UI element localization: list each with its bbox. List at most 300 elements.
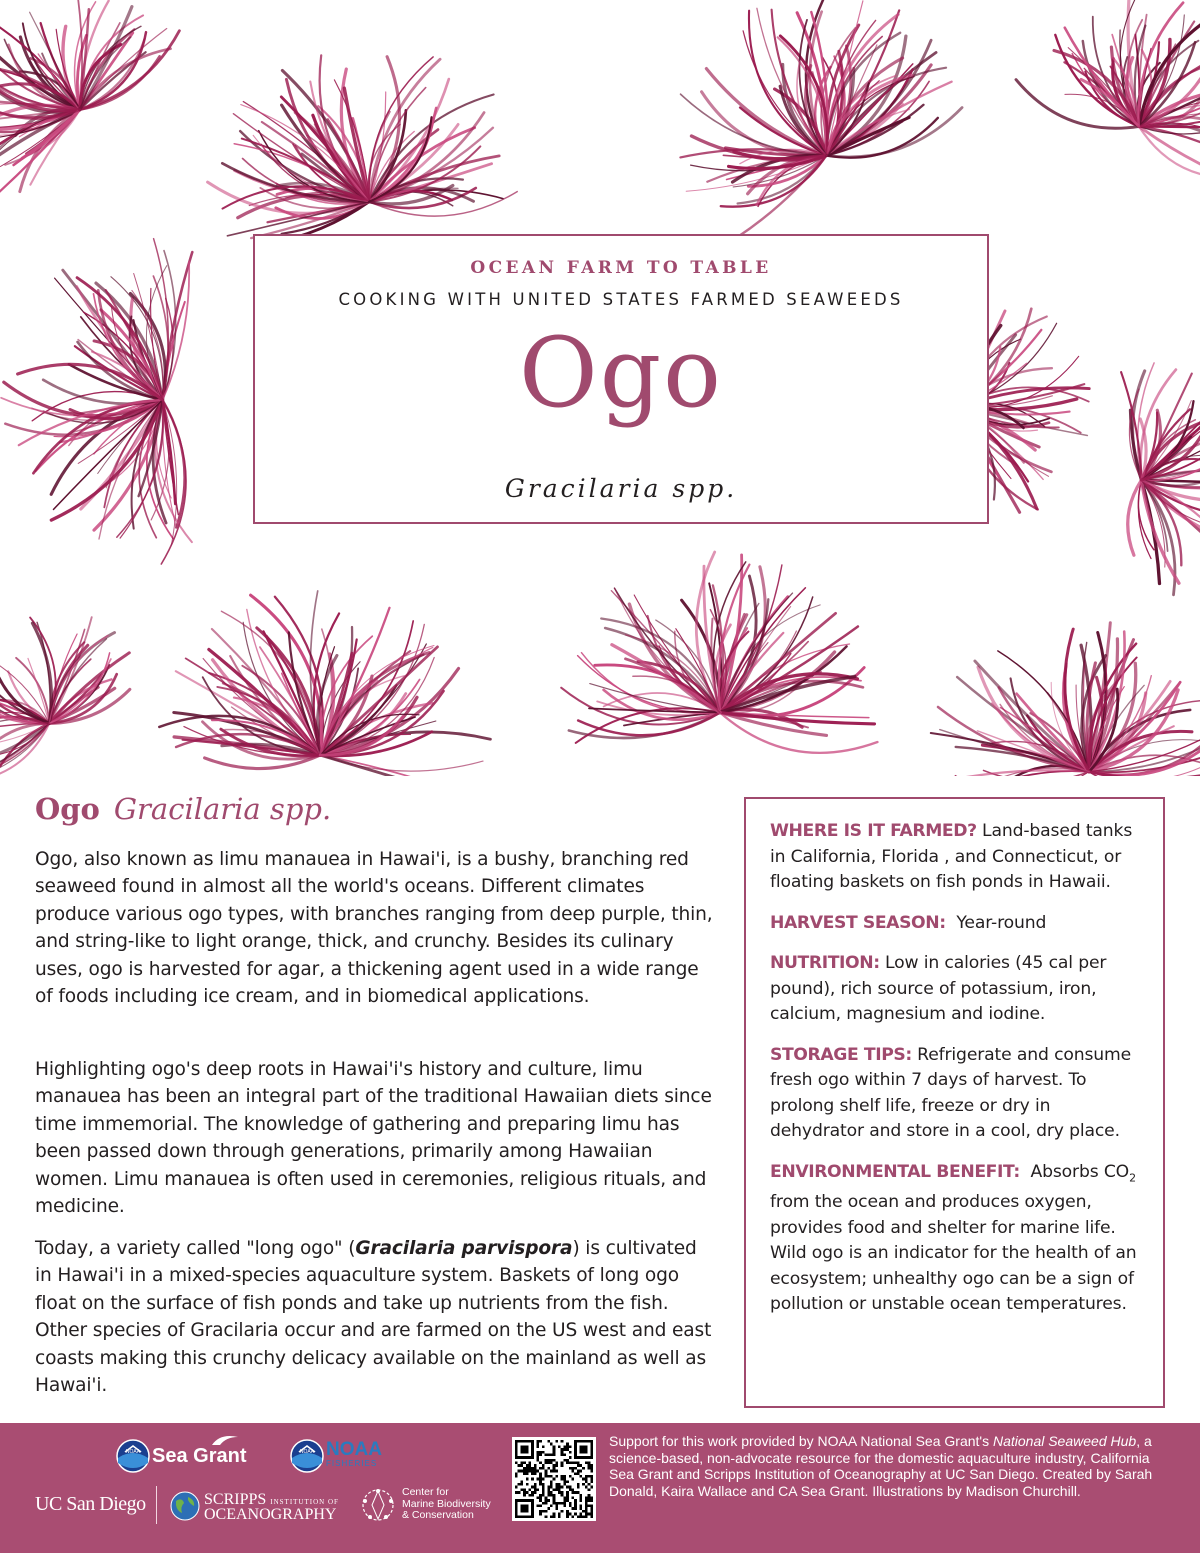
credits-part-2: , a science-based, non-advocate resource for the domestic aquaculture industry, California Sea Grant and Scripps Institution of Oceanography at UC San Diego. Created by Sarah Donald, Kaira Wallace and CA Sea Grant. Illustrations by Madison Churchill. [609,1433,1153,1499]
qr-module [539,1496,542,1499]
qr-module [550,1443,553,1446]
species-name: Gracilaria parvispora [355,1238,573,1259]
qr-module [569,1505,572,1508]
qr-module [563,1475,566,1478]
qr-module [574,1467,577,1470]
noaa-badge-text: NOAA [299,1449,315,1455]
fisheries-label: FISHERIES [326,1459,378,1468]
qr-module [563,1502,566,1505]
qr-module [545,1453,548,1456]
qr-module [523,1470,526,1473]
qr-module [558,1515,561,1518]
qr-module [558,1445,561,1448]
qr-module [566,1459,569,1462]
qr-module [585,1507,588,1510]
qr-module [555,1486,558,1489]
qr-module [569,1451,572,1454]
qr-module [542,1502,545,1505]
qr-module [550,1494,553,1497]
qr-module [531,1467,534,1470]
qr-module [528,1467,531,1470]
qr-module [590,1513,593,1516]
qr-finder [520,1505,528,1513]
sea-grant-label: Sea Grant [152,1445,247,1467]
qr-module [561,1451,564,1454]
qr-module [566,1491,569,1494]
qr-module [537,1443,540,1446]
series-kicker: OCEAN FARM TO TABLE [470,258,772,278]
qr-module [566,1443,569,1446]
qr-module [580,1475,583,1478]
qr-module [585,1499,588,1502]
noaa-fisheries-logo[interactable] [290,1437,390,1477]
cmbc-line-2: Marine Biodiversity [402,1497,491,1510]
qr-module [528,1494,531,1497]
fact-text: from the ocean and produces oxygen, provides food and shelter for marine life. Wild ogo is an indicator for the health of an ecosystem; unhealthy ogo can be a sign of pollution or unstable ocean temperatures. [770,1192,1137,1315]
qr-module [574,1502,577,1505]
qr-module [563,1483,566,1486]
qr-module [550,1505,553,1508]
qr-module [531,1491,534,1494]
noaa-seal-icon [116,1439,150,1473]
qr-module [539,1480,542,1483]
qr-module [582,1515,585,1518]
qr-code[interactable] [512,1437,596,1521]
qr-module [588,1464,591,1467]
qr-module [563,1459,566,1462]
qr-module [534,1486,537,1489]
qr-module [523,1491,526,1494]
qr-module [566,1496,569,1499]
qr-finder [580,1445,588,1453]
scientific-name-title: Gracilaria spp. [504,474,738,503]
qr-module [585,1502,588,1505]
qr-module [547,1499,550,1502]
qr-module [561,1440,564,1443]
qr-module [542,1478,545,1481]
qr-module [526,1464,529,1467]
qr-module [555,1475,558,1478]
qr-module [585,1486,588,1489]
qr-module [555,1502,558,1505]
qr-module [537,1505,540,1508]
qr-module [588,1475,591,1478]
qr-module [547,1453,550,1456]
qr-module [553,1488,556,1491]
qr-module [561,1494,564,1497]
qr-module [553,1502,556,1505]
qr-module [523,1472,526,1475]
qr-module [563,1445,566,1448]
qr-module [537,1445,540,1448]
qr-module [531,1472,534,1475]
fact-label: STORAGE TIPS: [770,1044,912,1065]
scripps-logo[interactable] [170,1487,350,1527]
qr-module [539,1467,542,1470]
cultivation-text-end: ) is cultivated in Hawai'i in a mixed-species aquaculture system. Baskets of long ogo float on the surface of fish ponds and take up nutrients from the fish. Other species of Gracilaria occur and are farmed on the US west and east coasts making this crunchy delicacy available on the mainland as well as Hawai'i. [35,1238,712,1397]
qr-module [547,1462,550,1465]
qr-module [523,1467,526,1470]
qr-module [561,1464,564,1467]
qr-module [528,1470,531,1473]
qr-module [580,1515,583,1518]
fact-where-farmed [770,819,1141,896]
qr-module [550,1483,553,1486]
globe-icon [170,1491,200,1521]
qr-module [515,1472,518,1475]
noaa-fisheries-seal-icon [290,1439,324,1473]
qr-module [585,1496,588,1499]
qr-module [545,1510,548,1513]
qr-module [520,1462,523,1465]
qr-module [580,1494,583,1497]
qr-module [571,1470,574,1473]
qr-module [542,1510,545,1513]
qr-module [553,1459,556,1462]
qr-module [563,1480,566,1483]
qr-module [537,1478,540,1481]
qr-module [542,1483,545,1486]
qr-module [553,1451,556,1454]
qr-module [590,1507,593,1510]
qr-module [585,1515,588,1518]
qr-module [520,1480,523,1483]
qr-module [550,1475,553,1478]
qr-module [566,1448,569,1451]
qr-module [537,1456,540,1459]
qr-module [571,1462,574,1465]
qr-module [553,1470,556,1473]
fact-label: NUTRITION: [770,953,880,973]
qr-module [580,1507,583,1510]
qr-module [528,1462,531,1465]
fact-text: Year-round [945,912,1047,933]
seaweed-strand [320,755,466,776]
qr-module [539,1499,542,1502]
qr-module [558,1513,561,1516]
qr-module [590,1515,593,1518]
qr-module [518,1483,521,1486]
facts-sidebar [744,797,1165,1408]
qr-module [547,1486,550,1489]
qr-module [574,1507,577,1510]
cmbc-label [402,1487,491,1522]
qr-module [561,1462,564,1465]
qr-module [545,1459,548,1462]
qr-module [539,1478,542,1481]
qr-module [550,1486,553,1489]
cmbc-ring-icon [358,1485,398,1525]
cultivation-paragraph [35,1235,715,1399]
qr-module [550,1515,553,1518]
qr-module [547,1467,550,1470]
fact-environmental-benefit [770,1160,1141,1318]
qr-module [545,1515,548,1518]
qr-module [563,1499,566,1502]
qr-module [545,1502,548,1505]
qr-module [550,1491,553,1494]
qr-module [515,1491,518,1494]
qr-module [563,1505,566,1508]
qr-module [571,1496,574,1499]
credits-part-1: Support for this work provided by NOAA National Sea Grant's [609,1433,993,1449]
qr-module [590,1467,593,1470]
qr-module [590,1470,593,1473]
qr-module [545,1499,548,1502]
qr-module [555,1507,558,1510]
qr-module [542,1451,545,1454]
qr-module [566,1480,569,1483]
qr-module [569,1445,572,1448]
qr-module [566,1515,569,1518]
series-subtitle: COOKING WITH UNITED STATES FARMED SEAWEEDS [338,290,904,309]
scripps-name: SCRIPPS [204,1491,267,1508]
qr-module [542,1491,545,1494]
qr-module [563,1478,566,1481]
footer-band [0,1423,1200,1553]
fact-label: ENVIRONMENTAL BENEFIT: [770,1161,1020,1182]
scripps-institution-of: INSTITUTION OF [270,1498,339,1506]
qr-module [561,1502,564,1505]
qr-module [531,1486,534,1489]
qr-module [547,1494,550,1497]
qr-module [555,1505,558,1508]
qr-module [523,1462,526,1465]
scripps-oceanography: OCEANOGRAPHY [204,1506,337,1523]
qr-module [566,1513,569,1516]
uc-san-diego-logo[interactable]: UC San Diego [35,1493,146,1515]
qr-module [531,1494,534,1497]
qr-code-icon [515,1440,593,1518]
cmbc-line-3: & Conservation [402,1509,474,1521]
qr-module [555,1462,558,1465]
qr-module [539,1483,542,1486]
qr-module [588,1513,591,1516]
qr-module [569,1475,572,1478]
cmbc-logo[interactable] [358,1483,508,1531]
qr-module [553,1467,556,1470]
qr-module [590,1478,593,1481]
fact-label: HARVEST SEASON: [770,912,946,933]
sea-grant-logo[interactable] [116,1437,246,1477]
qr-module [547,1491,550,1494]
qr-module [585,1480,588,1483]
heading-scientific-name: Gracilaria spp. [113,792,332,826]
seaweed-clump [931,623,1200,776]
qr-module [539,1440,542,1443]
intro-paragraph: Ogo, also known as limu manauea in Hawai'i, is a bushy, branching red seaweed found in almost all the world's oceans. Different climates produce various ogo types, with branches ranging from deep purple, thin, and string-like to light orange, thick, and crunchy. Besides its culinary uses, ogo is harvested for agar, a thickening agent used in a wide range of foods including ice cream, and in biomedical applications. [35,849,713,1008]
qr-module [571,1515,574,1518]
qr-module [582,1467,585,1470]
qr-module [531,1470,534,1473]
qr-module [561,1453,564,1456]
fact-text: Land-based tanks in California, Florida , and Connecticut, or floating baskets on fish ponds in Hawaii. [770,821,1133,892]
qr-module [545,1472,548,1475]
qr-module [534,1472,537,1475]
qr-module [561,1475,564,1478]
qr-module [542,1486,545,1489]
qr-module [547,1440,550,1443]
qr-module [574,1462,577,1465]
qr-module [520,1470,523,1473]
qr-module [588,1499,591,1502]
qr-module [590,1475,593,1478]
qr-module [518,1470,521,1473]
qr-module [561,1478,564,1481]
qr-module [569,1467,572,1470]
seaweed-clump [680,0,962,238]
qr-module [553,1464,556,1467]
qr-module [558,1483,561,1486]
qr-module [561,1510,564,1513]
qr-module [563,1453,566,1456]
qr-module [553,1515,556,1518]
qr-module [553,1513,556,1516]
qr-module [590,1486,593,1489]
qr-module [574,1505,577,1508]
qr-module [555,1488,558,1491]
qr-module [566,1499,569,1502]
qr-module [553,1453,556,1456]
qr-module [582,1478,585,1481]
qr-module [553,1478,556,1481]
qr-module [515,1462,518,1465]
seaweed-strand [0,643,49,723]
culture-paragraph: Highlighting ogo's deep roots in Hawai'i's history and culture, limu manauea has been an integral part of the traditional Hawaiian diets since time immemorial. The knowledge of gathering and preparing limu has been passed down through generations, primarily among Hawaiian women. Limu manauea is often used in ceremonies, religious rituals, and medicine. [35,1059,712,1218]
qr-module [542,1464,545,1467]
title-box [253,234,989,524]
qr-module [580,1470,583,1473]
qr-module [561,1491,564,1494]
qr-module [550,1459,553,1462]
qr-module [566,1445,569,1448]
qr-module [547,1507,550,1510]
qr-module [569,1462,572,1465]
qr-module [577,1486,580,1489]
wave-mark-icon [210,1431,240,1447]
qr-module [539,1462,542,1465]
qr-module [588,1488,591,1491]
qr-module [563,1496,566,1499]
qr-module [571,1507,574,1510]
qr-module [561,1486,564,1489]
qr-module [539,1472,542,1475]
qr-module [528,1488,531,1491]
cmbc-line-1: Center for [402,1486,449,1498]
qr-module [547,1488,550,1491]
qr-module [515,1486,518,1489]
noaa-label: NOAA [326,1439,382,1460]
qr-module [582,1483,585,1486]
qr-module [585,1510,588,1513]
qr-module [542,1494,545,1497]
section-heading [35,792,331,826]
seaweed-clump [0,617,130,776]
qr-module [588,1496,591,1499]
qr-module [558,1486,561,1489]
qr-module [520,1483,523,1486]
qr-module [553,1448,556,1451]
qr-module [539,1510,542,1513]
qr-module [526,1470,529,1473]
qr-module [539,1453,542,1456]
qr-module [526,1491,529,1494]
qr-module [537,1451,540,1454]
fact-label: WHERE IS IT FARMED? [770,821,977,841]
seaweed-clump [159,591,490,776]
qr-module [558,1502,561,1505]
qr-module [588,1494,591,1497]
qr-module [523,1488,526,1491]
qr-module [545,1462,548,1465]
qr-module [577,1470,580,1473]
qr-module [555,1470,558,1473]
logo-divider [156,1486,157,1524]
qr-module [542,1488,545,1491]
fact-text: Low in calories (45 cal per pound), rich source of potassium, iron, calcium, magnesium and iodine. [770,953,1107,1024]
qr-module [534,1488,537,1491]
qr-module [566,1486,569,1489]
qr-module [547,1459,550,1462]
qr-module [580,1513,583,1516]
co2-subscript: 2 [1129,1170,1136,1184]
qr-module [574,1491,577,1494]
qr-module [542,1445,545,1448]
qr-module [588,1467,591,1470]
qr-module [558,1491,561,1494]
qr-module [545,1470,548,1473]
qr-module [580,1499,583,1502]
qr-module [547,1475,550,1478]
qr-module [574,1513,577,1516]
qr-module [569,1486,572,1489]
qr-module [571,1467,574,1470]
qr-module [537,1470,540,1473]
qr-module [585,1513,588,1516]
qr-module [537,1453,540,1456]
qr-module [585,1475,588,1478]
qr-module [569,1488,572,1491]
qr-module [577,1483,580,1486]
qr-module [571,1478,574,1481]
qr-module [580,1496,583,1499]
qr-module [537,1459,540,1462]
qr-module [526,1472,529,1475]
qr-module [555,1440,558,1443]
qr-module [571,1488,574,1491]
seaweed-clump [561,552,877,753]
qr-module [537,1496,540,1499]
qr-module [566,1462,569,1465]
qr-module [590,1480,593,1483]
qr-module [555,1464,558,1467]
qr-module [588,1505,591,1508]
qr-module [553,1494,556,1497]
qr-module [526,1467,529,1470]
qr-module [539,1513,542,1516]
qr-module [571,1491,574,1494]
qr-module [585,1462,588,1465]
qr-module [534,1464,537,1467]
qr-module [566,1494,569,1497]
qr-module [520,1464,523,1467]
fact-nutrition [770,951,1141,1028]
qr-module [537,1440,540,1443]
qr-module [553,1445,556,1448]
qr-module [569,1513,572,1516]
seaweed-clump [208,55,518,243]
qr-module [585,1478,588,1481]
